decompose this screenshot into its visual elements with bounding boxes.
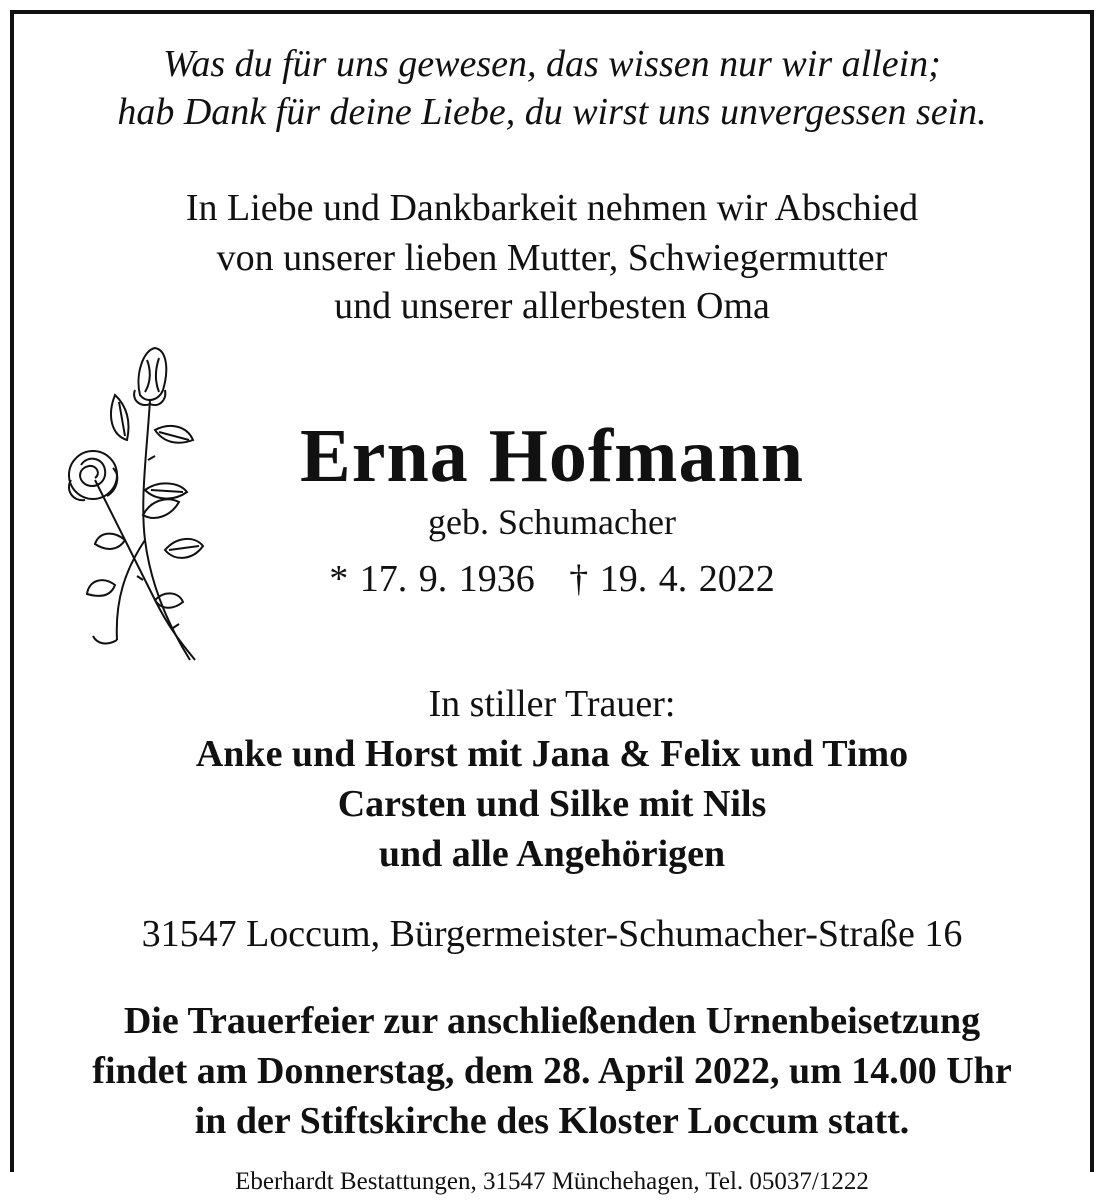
mourning-heading: In stiller Trauer: [428,683,676,725]
funeral-home-footer: Eberhardt Bestattungen, 31547 Münchehagen, Tel. 05037/1222 [160,1166,944,1198]
address: 31547 Loccum, Bürgermeister-Schumacher-Straße 16 [141,913,963,955]
mourners-line-2: Carsten und Silke mit Nils [337,783,767,825]
life-dates: * 17. 9. 1936 † 19. 4. 2022 [329,558,775,600]
intro-line-1: In Liebe und Dankbarkeit nehmen wir Abschied [185,187,919,229]
intro-line-2: von unserer lieben Mutter, Schwiegermutter [216,237,888,279]
mourners-line-1: Anke und Horst mit Jana & Felix und Timo [195,733,909,775]
ceremony-line-1: Die Trauerfeier zur anschließenden Urnenbeisetzung [123,1000,981,1042]
motto-line-1: Was du für uns gewesen, das wissen nur wir allein; [163,43,941,85]
maiden-name: geb. Schumacher [428,502,676,542]
mourners-line-3: und alle Angehörigen [378,833,726,875]
intro-line-3: und unserer allerbesten Oma [334,285,770,327]
deceased-name: Erna Hofmann [300,414,804,498]
motto-line-2: hab Dank für deine Liebe, du wirst uns unvergessen sein. [117,91,987,133]
ceremony-line-3: in der Stiftskirche des Kloster Loccum statt. [194,1100,910,1142]
ceremony-line-2: findet am Donnerstag, dem 28. April 2022, um 14.00 Uhr [92,1050,1012,1092]
